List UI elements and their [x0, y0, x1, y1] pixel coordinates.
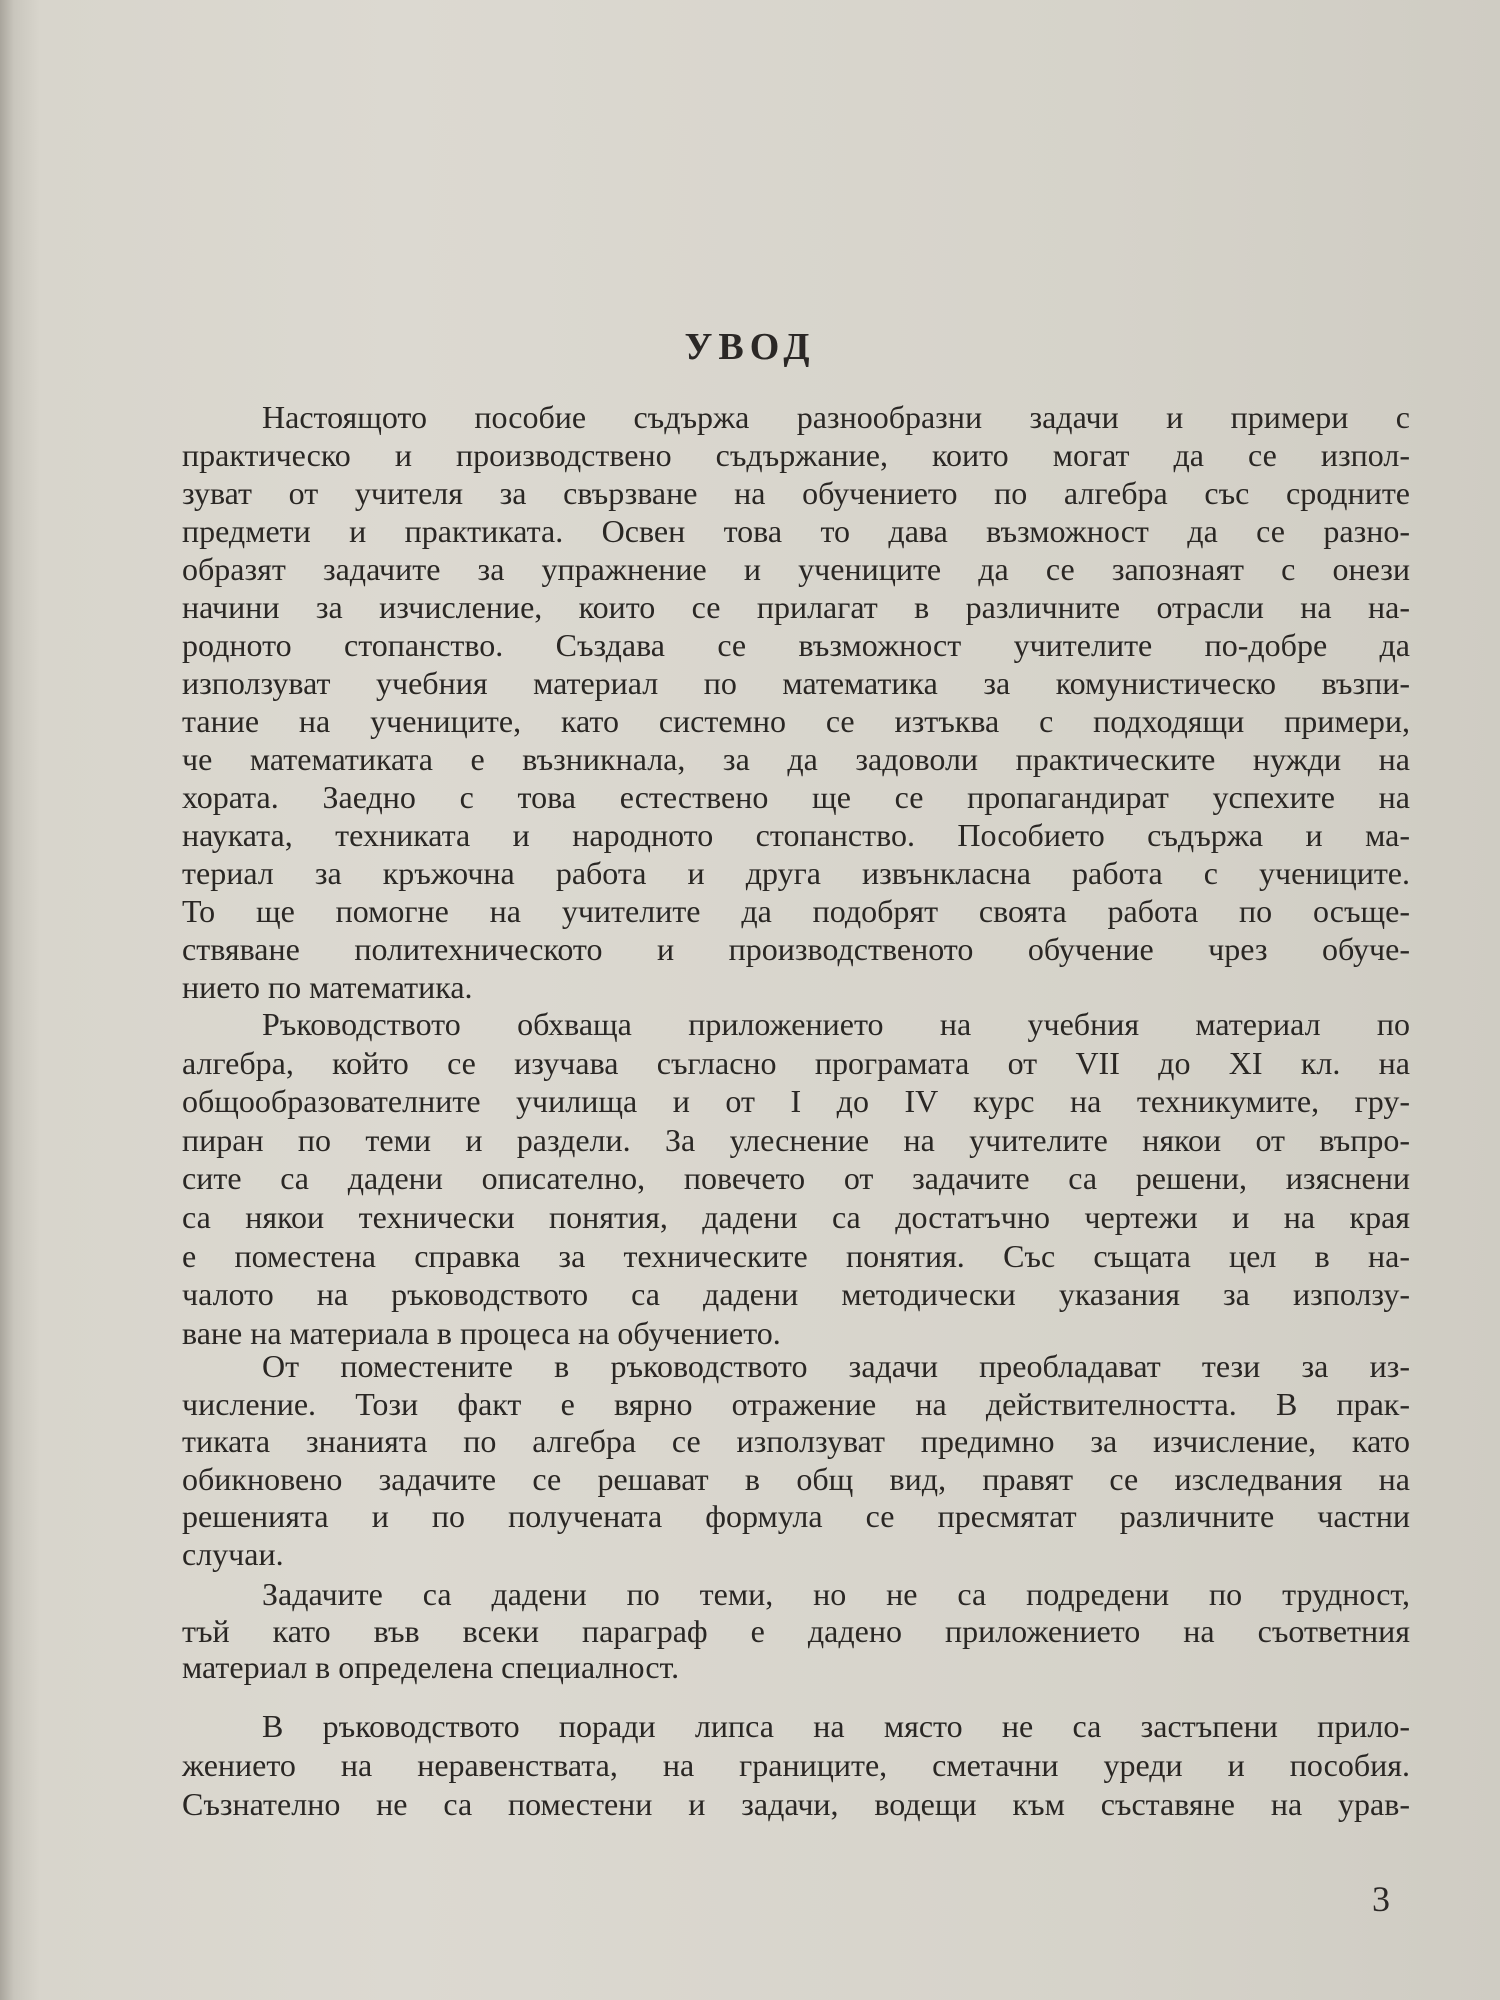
text-line: материал в определена специалност.	[182, 1649, 680, 1685]
text-line: ствяване политехническото и производственото обучение чрез обуче-	[182, 931, 1410, 967]
text-line: че математиката е възникнала, за да задоволи практическите нужди на	[182, 741, 1410, 777]
text-line: общообразователните училища и от I до IV курс на техникумите, гру-	[182, 1083, 1410, 1120]
paragraph-5	[182, 1707, 1410, 1824]
text-line: случаи.	[182, 1535, 284, 1572]
text-line: зуват от учителя за свързване на обучението по алгебра със сродните	[182, 475, 1410, 511]
text-line: родното стопанство. Създава се възможност учителите по-добре да	[182, 627, 1410, 663]
page-number: 3	[1372, 1879, 1390, 1919]
text-line: Задачите са дадени по теми, но не са подредени по трудност,	[262, 1576, 1410, 1612]
text-line: числение. Този факт е вярно отражение на действителността. В прак-	[182, 1385, 1410, 1422]
text-line: тание на учениците, като системно се изтъква с подходящи примери,	[182, 703, 1410, 739]
text-line: жението на неравенствата, на границите, сметачни уреди и пособия.	[182, 1747, 1410, 1783]
text-line: сите са дадени описателно, повечето от задачите са решени, изяснени	[182, 1160, 1410, 1197]
text-line: са някои технически понятия, дадени са достатъчно чертежи и на края	[182, 1198, 1410, 1235]
text-line: Настоящото пособие съдържа разнообразни задачи и примери с	[262, 399, 1410, 435]
text-line: Ръководството обхваща приложението на учебния материал по	[262, 1006, 1410, 1042]
text-line: тъй като във всеки параграф е дадено приложението на съответния	[182, 1612, 1410, 1649]
text-line: начини за изчисление, които се прилагат в различните отрасли на на-	[182, 589, 1410, 625]
paragraph-1	[182, 398, 1410, 1006]
page-title: УВОД	[684, 326, 816, 368]
text-line: използуват учебния материал по математика за комунистическо възпи-	[182, 665, 1410, 701]
text-line: решенията и по получената формула се пресмятат различните частни	[182, 1498, 1410, 1535]
text-line: тиката знанията по алгебра се използуват предимно за изчисление, като	[182, 1423, 1410, 1460]
text-line: предмети и практиката. Освен това то дава възможност да се разно-	[182, 513, 1410, 549]
text-line: То ще помогне на учителите да подобрят своята работа по осъще-	[182, 893, 1410, 929]
text-line: е поместена справка за техническите понятия. Със същата цел в на-	[182, 1237, 1410, 1274]
paragraph-2	[182, 1005, 1410, 1352]
text-line: обикновено задачите се решават в общ вид, правят се изследвания на	[182, 1460, 1410, 1497]
text-line: алгебра, който се изучава съгласно програмата от VII до XI кл. на	[182, 1044, 1411, 1081]
text-line: нието по математика.	[182, 969, 473, 1005]
text-line: териал за кръжочна работа и друга извънкласна работа с учениците.	[182, 855, 1410, 891]
text-line: образят задачите за упражнение и учениците да се запознаят с онези	[182, 551, 1410, 587]
text-line: науката, техниката и народното стопанство. Пособието съдържа и ма-	[182, 817, 1410, 853]
paragraph-3	[182, 1348, 1410, 1574]
text-line: От поместените в ръководството задачи преобладават тези за из-	[262, 1348, 1410, 1384]
text-line: ване на материала в процеса на обучението.	[182, 1314, 781, 1351]
paragraph-4	[182, 1576, 1410, 1686]
text-line: Съзнателно не са поместени и задачи, водещи към съставяне на урав-	[182, 1786, 1410, 1822]
text-line: пиран по теми и раздели. За улеснение на учителите някои от въпро-	[182, 1121, 1410, 1158]
text-line: хората. Заедно с това естествено ще се пропагандират успехите на	[182, 779, 1410, 815]
text-line: практическо и производствено съдържание, които могат да се изпол-	[182, 437, 1410, 473]
text-line: чалото на ръководството са дадени методически указания за използу-	[182, 1276, 1410, 1313]
text-line: В ръководството поради липса на място не са застъпени прило-	[262, 1708, 1410, 1744]
